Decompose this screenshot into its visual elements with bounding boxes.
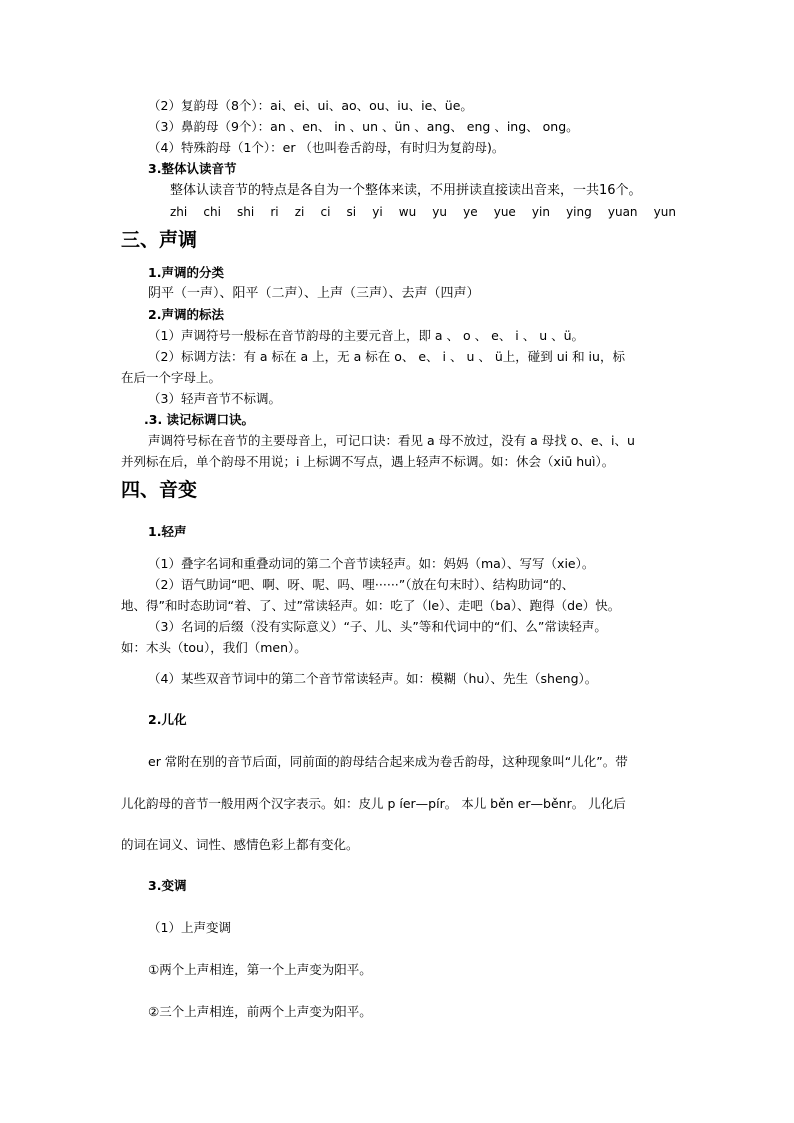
pinyin-syllable: si (346, 205, 357, 219)
pinyin-syllable: yuan (607, 205, 638, 219)
text-line: 阴平（一声）、阳平（二声）、上声（三声）、去声（四声） (148, 286, 480, 301)
text-line: ①两个上声相连，第一个上声变为阳平。 (148, 962, 372, 977)
pinyin-list (170, 204, 676, 220)
text-line: （1）叠字名词和重叠动词的第二个音节读轻声。如：妈妈（ma）、写写（xie）。 (148, 556, 595, 571)
subheading: 2.声调的标法 (148, 307, 224, 322)
subheading: 2.儿化 (148, 712, 187, 727)
text-line: （2）标调方法：有 a 标在 a 上，无 a 标在 o、 e、 i 、 u 、 ü上，碰到 ui 和 iu，标 (148, 349, 625, 364)
pinyin-syllable: yin (531, 205, 550, 219)
text-line: （3）鼻韵母（9个）：an 、en、 in 、un 、ün 、ang、 eng 、ing、 ong。 (148, 119, 579, 134)
text-line: 如：木头（tou），我们（men）。 (121, 640, 307, 655)
section-heading: 四、音变 (121, 479, 198, 501)
text-line: 并列标在后，单个韵母不用说；i 上标调不写点，遇上轻声不标调。如：休会（xiū huì）。 (121, 454, 615, 469)
text-line: （2）复韵母（8个）：ai、ei、ui、ao、ou、iu、ie、üe。 (148, 98, 473, 113)
pinyin-syllable: shi (237, 205, 255, 219)
text-line: 整体认读音节的特点是各自为一个整体来读，不用拼读直接读出音来，一共16个。 (170, 183, 642, 198)
text-line: 儿化韵母的音节一般用两个汉字表示。如：皮儿 p íer—pír。 本儿 běn er—běnr。 儿化后 (121, 796, 626, 811)
text-line: ②三个上声相连，前两个上声变为阳平。 (148, 1004, 372, 1019)
text-line: （4）某些双音节词中的第二个音节常读轻声。如：模糊（hu）、先生（sheng）。 (148, 671, 598, 686)
subheading: 1.轻声 (148, 524, 187, 539)
pinyin-syllable: chi (203, 205, 221, 219)
text-line: （3）名词的后缀（没有实际意义）“子、儿、头”等和代词中的“们、么”常读轻声。 (148, 619, 607, 634)
pinyin-syllable: yun (653, 205, 676, 219)
pinyin-syllable: ci (320, 205, 331, 219)
pinyin-syllable: zi (294, 205, 305, 219)
subheading: 3.整体认读音节 (148, 161, 237, 176)
text-line: （3）轻声音节不标调。 (148, 391, 281, 406)
subheading: 3.变调 (148, 878, 187, 893)
text-line: 的词在词义、词性、感情色彩上都有变化。 (121, 837, 359, 852)
text-line: 在后一个字母上。 (121, 370, 222, 385)
text-line: （1）上声变调 (148, 920, 231, 935)
text-line: （1）声调符号一般标在音节韵母的主要元音上，即 a 、 o 、 e、 i 、 u 、ü。 (148, 328, 585, 343)
pinyin-syllable: yue (493, 205, 516, 219)
pinyin-syllable: wu (398, 205, 417, 219)
text-line: er 常附在别的音节后面，同前面的韵母结合起来成为卷舌韵母，这种现象叫“儿化”。带 (148, 754, 628, 769)
text-line: 地、得”和时态助词“着、了、过”常读轻声。如：吃了（le）、走吧（ba）、跑得（de）快。 (121, 598, 621, 613)
pinyin-syllable: ying (566, 205, 592, 219)
text-line: （2）语气助词“吧、啊、呀、呢、吗、哩······”（放在句末时）、结构助词“的、 (148, 577, 575, 592)
pinyin-syllable: ye (463, 205, 478, 219)
text-line: （4）特殊韵母（1个）：er （也叫卷舌韵母，有时归为复韵母)。 (148, 140, 505, 155)
section-heading: 三、声调 (121, 229, 198, 251)
subheading: .3. 读记标调口诀。 (144, 412, 255, 427)
pinyin-syllable: zhi (170, 205, 188, 219)
text-line: 声调符号标在音节的主要母音上，可记口诀：看见 a 母不放过，没有 a 母找 o、e、i、u (148, 433, 635, 448)
pinyin-syllable: yu (432, 205, 448, 219)
subheading: 1.声调的分类 (148, 265, 224, 280)
pinyin-syllable: ri (270, 205, 279, 219)
pinyin-syllable: yi (372, 205, 383, 219)
